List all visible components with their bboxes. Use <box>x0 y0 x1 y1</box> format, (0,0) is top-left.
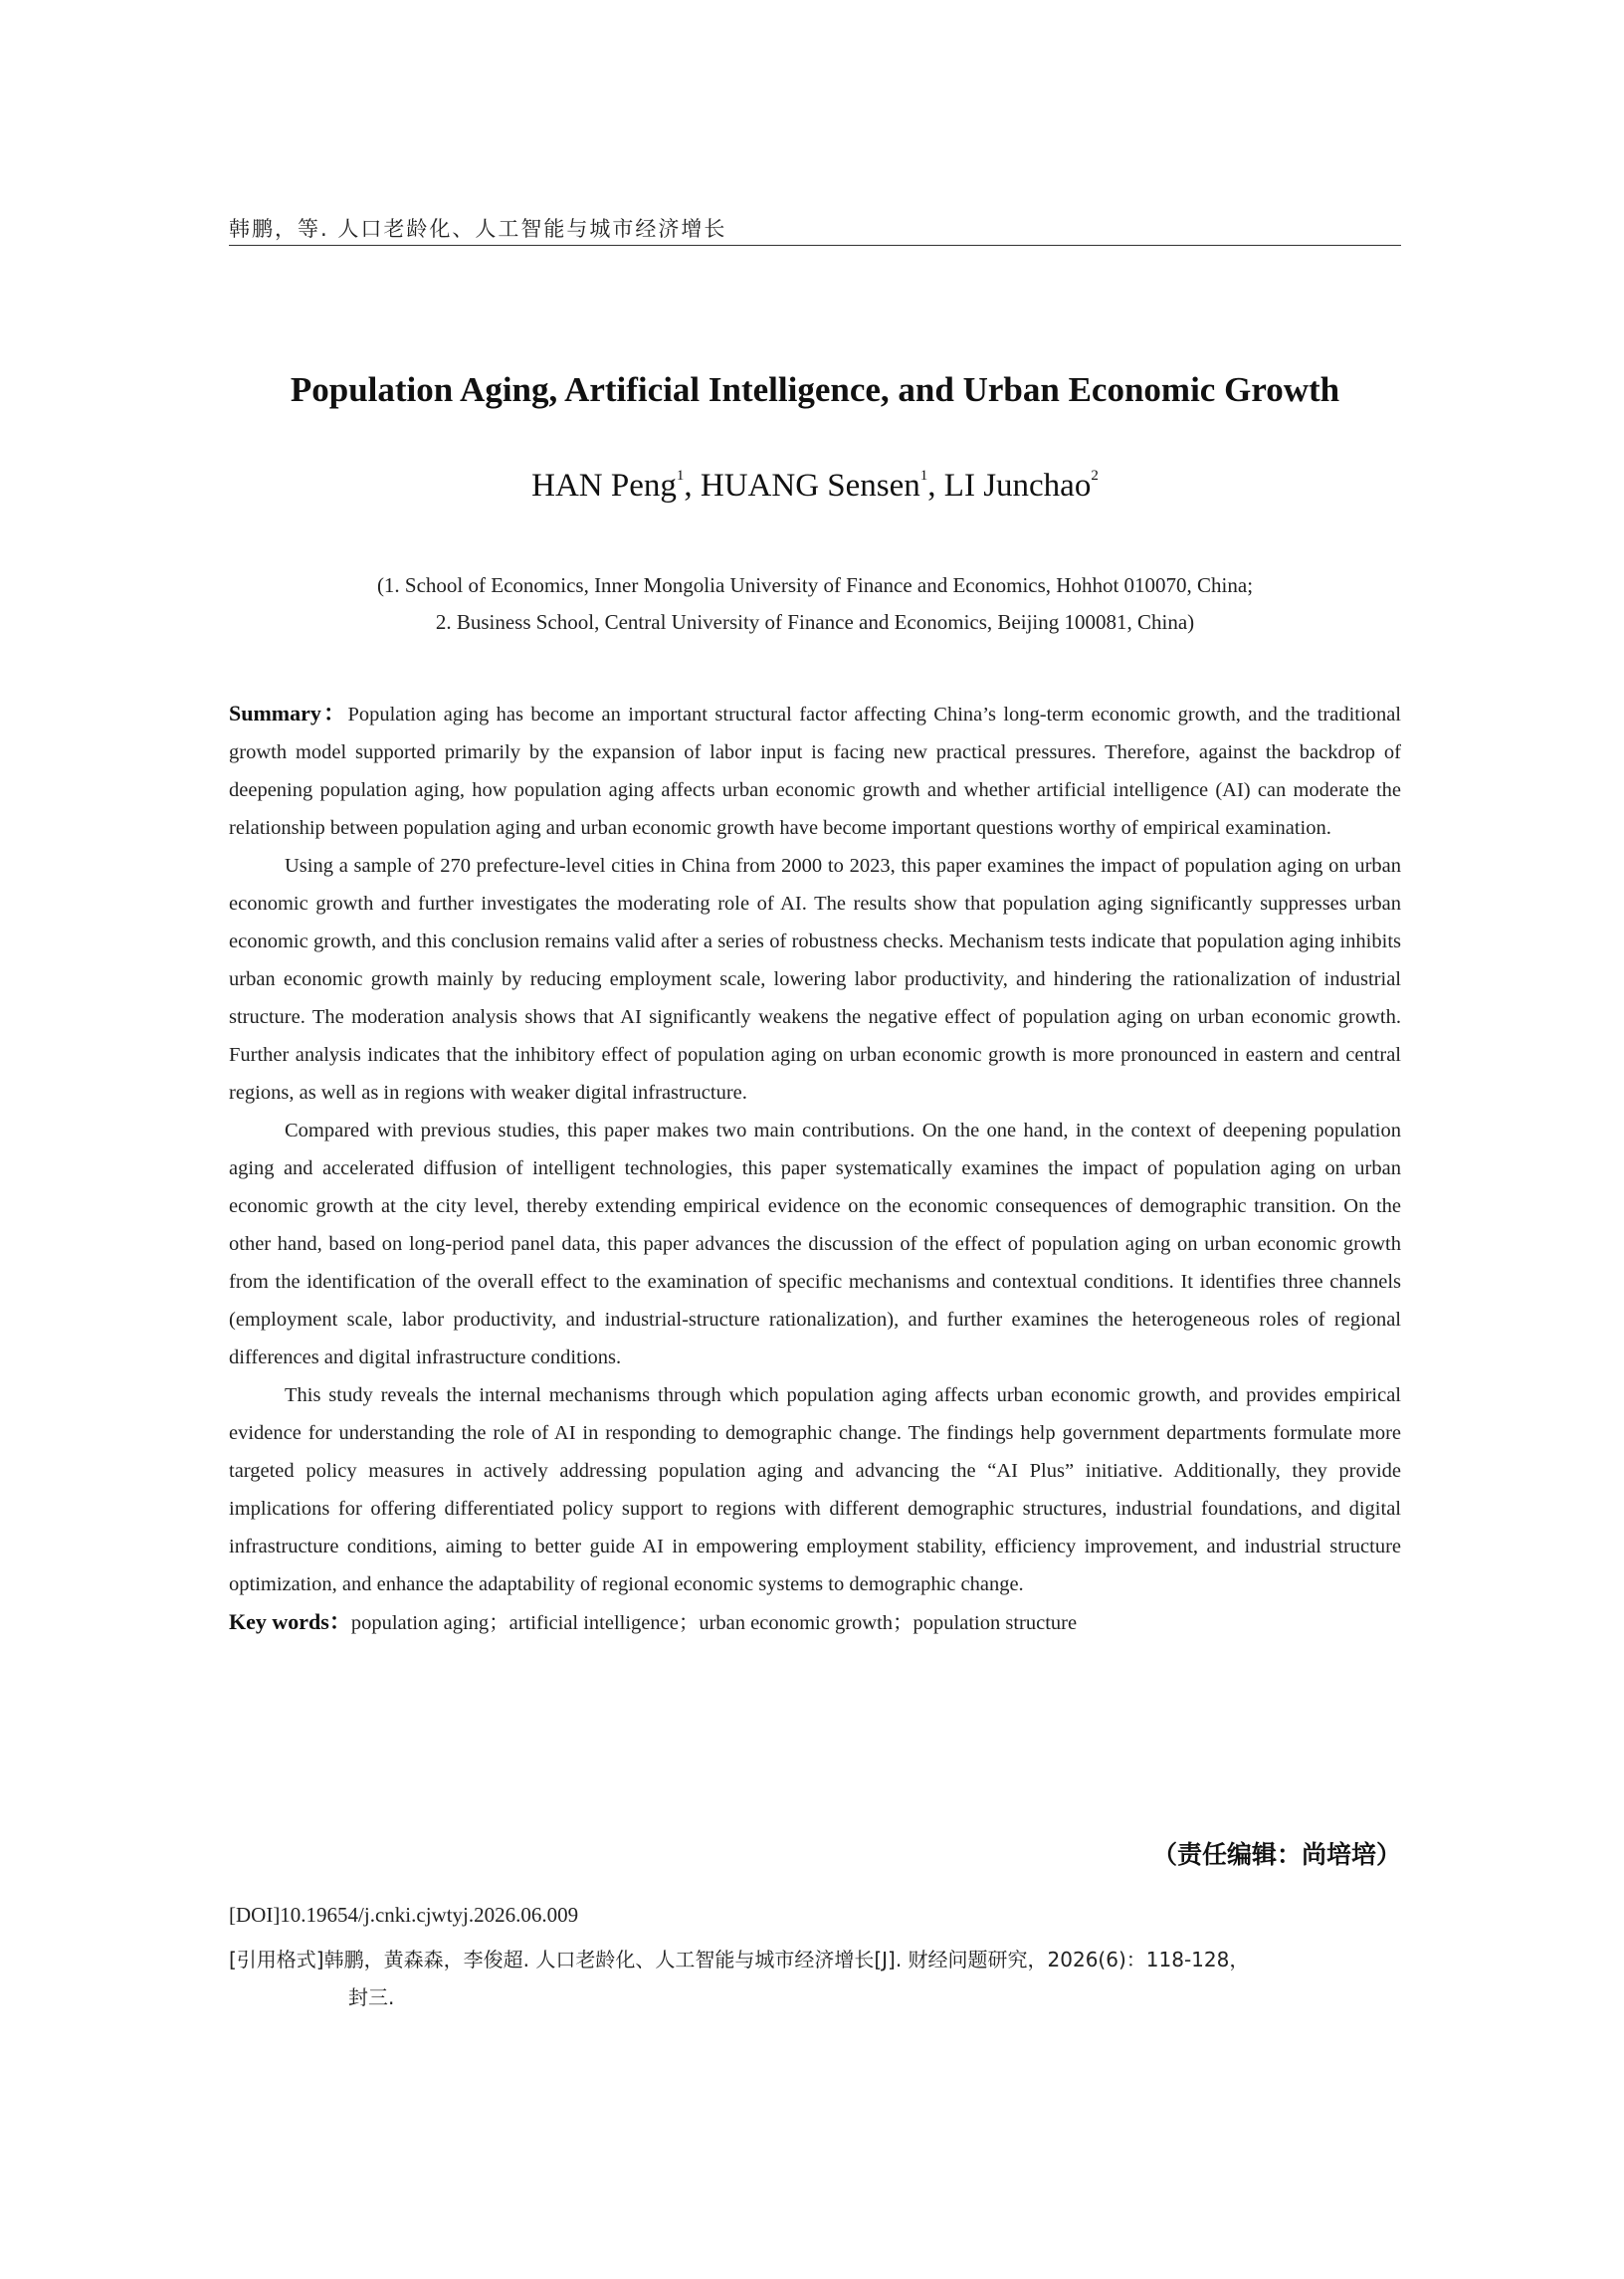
paper-title: Population Aging, Artificial Intelligence, and Urban Economic Growth <box>290 370 1340 409</box>
citation-format <box>229 1941 1403 2016</box>
author-name: HAN Peng <box>531 468 677 504</box>
keywords-label: Key words： <box>229 1609 351 1634</box>
author-affil-marker: 1 <box>676 468 685 484</box>
summary-paragraph-4: This study reveals the internal mechanisms through which population aging affects urban economic growth, and provides empirical evidence for understanding the role of AI in responding to demographic change. The findings help government departments formulate more targeted policy measures in actively addressing population aging and advancing the “AI Plus” initiative. Additionally, they provide implications for offering differentiated policy support to regions with different demographic structures, industrial foundations, and digital infrastructure conditions, aiming to better guide AI in empowering employment stability, efficiency improvement, and industrial structure optimization, and enhance the adaptability of regional economic systems to demographic change. <box>229 1384 1401 1595</box>
author-name: HUANG Sensen <box>700 468 920 504</box>
author-separator: , <box>684 468 701 504</box>
affiliation-2: 2. Business School, Central University of Finance and Economics, Beijing 100081, China) <box>435 610 1195 634</box>
affiliation-1: (1. School of Economics, Inner Mongolia University of Finance and Economics, Hohhot 010070, China; <box>376 573 1254 597</box>
header-rule <box>229 245 1401 246</box>
author-list <box>229 468 1401 505</box>
running-header: 韩鹏，等. 人口老龄化、人工智能与城市经济增长 <box>229 217 727 241</box>
author-name: LI Junchao <box>943 468 1092 504</box>
summary-paragraph-1 <box>229 695 1401 847</box>
author-separator: , <box>927 468 944 504</box>
author-affil-marker: 2 <box>1091 468 1099 484</box>
citation-line-1: [引用格式]韩鹏，黄森森，李俊超. 人口老龄化、人工智能与城市经济增长[J]. 财经问题研究，2026(6)：118-128， <box>229 1948 1250 1971</box>
citation-line-2: 封三. <box>348 1985 395 2009</box>
summary-paragraph-3: Compared with previous studies, this paper makes two main contributions. On the one hand, in the context of deepening population aging and accelerated diffusion of intelligent technologies, this paper systematically examines the impact of population aging on urban economic growth at the city level, thereby extending empirical evidence on the economic consequences of demographic transition. On the other hand, based on long-period panel data, this paper advances the discussion of the effect of population aging on urban economic growth from the identification of the overall effect to the examination of specific mechanisms and contextual conditions. It identifies three channels (employment scale, labor productivity, and industrial-structure rationalization), and further examines the heterogeneous roles of regional differences and digital infrastructure conditions. <box>229 1120 1401 1368</box>
responsible-editor: （责任编辑：尚培培） <box>1151 1840 1401 1869</box>
summary-label: Summary： <box>229 701 348 725</box>
summary-paragraph-2: Using a sample of 270 prefecture-level cities in China from 2000 to 2023, this paper examines the impact of population aging on urban economic growth and further investigates the moderating role of AI. The results show that population aging significantly suppresses urban economic growth, and this conclusion remains valid after a series of robustness checks. Mechanism tests indicate that population aging inhibits urban economic growth mainly by reducing employment scale, lowering labor productivity, and hindering the rationalization of industrial structure. The moderation analysis shows that AI significantly weakens the negative effect of population aging on urban economic growth. Further analysis indicates that the inhibitory effect of population aging on urban economic growth is more pronounced in eastern and central regions, as well as in regions with weaker digital infrastructure. <box>229 855 1401 1104</box>
doi: [DOI]10.19654/j.cnki.cjwtyj.2026.06.009 <box>229 1903 579 1927</box>
keywords-text: population aging；artificial intelligence；urban economic growth；population structure <box>350 1612 1078 1634</box>
summary-text-1: Population aging has become an important structural factor affecting China’s long-term economic growth, and the traditional growth model supported primarily by the expansion of labor input is facing new practical pressures. Therefore, against the backdrop of deepening population aging, how population aging affects urban economic growth and whether artificial intelligence (AI) can moderate the relationship between population aging and urban economic growth have become important questions worthy of empirical examination. <box>229 704 1401 839</box>
author-affil-marker: 1 <box>919 468 928 484</box>
summary-section <box>229 695 1401 1642</box>
keywords <box>229 1603 1401 1642</box>
